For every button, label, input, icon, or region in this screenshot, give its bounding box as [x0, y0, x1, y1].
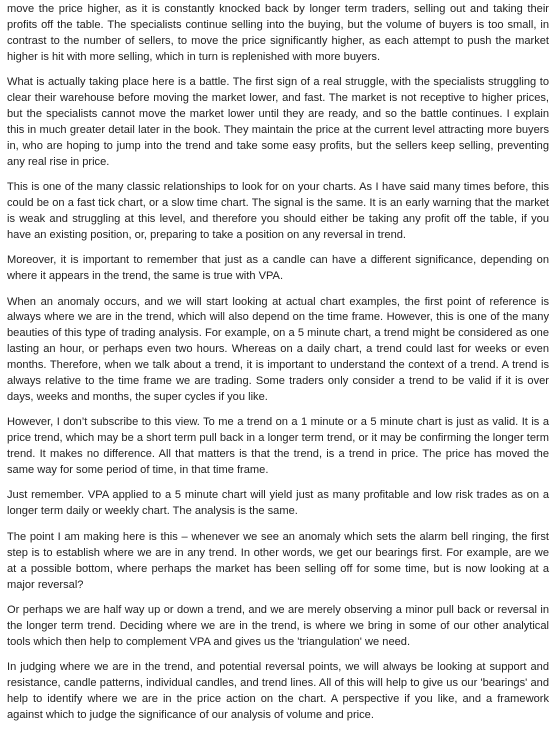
paragraph-7: Just remember. VPA applied to a 5 minute chart will yield just as many profitable and low risk trades as on a longer term daily or weekly chart. The analysis is the same.	[7, 489, 549, 518]
paragraph-3: This is one of the many classic relationships to look for on your charts. As I have said many times before, this could be on a fast tick chart, or a slow time chart. The signal is the same. It is an early warning that the market is weak and struggling at this level, and therefore you should either be taking any profit off the table, if you have an existing position, or, preparing to take a position on any reversal in trend.	[7, 181, 549, 241]
paragraph-2: What is actually taking place here is a battle. The first sign of a real struggle, with the specialists struggling to clear their warehouse before moving the market lower, and fast. The market is not receptive to higher prices, but the specialists cannot move the market lower until they are ready, and so the battle continues. I explain this in much greater detail later in the book. They maintain the price at the current level attracting more buyers in, who are hoping to jump into the trend and take some easy profits, but the sellers keep selling, preventing any real rise in price.	[7, 76, 549, 168]
paragraph-6: However, I don’t subscribe to this view. To me a trend on a 1 minute or a 5 minute chart is just as valid. It is a price trend, which may be a short term pull back in a longer term trend, or it may be confirming the longer term trend. It makes no difference. All that matters is that the trend, is a trend in price. The price has moved the same way for some period of time, in that time frame.	[7, 416, 549, 477]
paragraph-8: The point I am making here is this – whenever we see an anomaly which sets the alarm bell ringing, the first step is to establish where we are in any trend. In other words, we get our bearings first. For example, are we at a possible bottom, where perhaps the market has been selling off for some time, but is now looking at a major reversal?	[7, 530, 549, 591]
paragraph-1: move the price higher, as it is constantly knocked back by longer term traders, selling out and taking their profits off the table. The specialists continue selling into the buying, but the volume of buyers is too small, in contrast to the number of sellers, to move the price significantly higher, as each attempt to push the market higher is hit with more selling, which in turn is replenished with more buyers.	[7, 3, 549, 63]
paragraph-9: Or perhaps we are half way up or down a trend, and we are merely observing a minor pull back or reversal in the longer term trend. Deciding where we are in the trend, is where we bring in some of our other analytical tools which then help to complement VPA and gives us the 'triangulation' we need.	[7, 603, 549, 648]
paragraph-10: In judging where we are in the trend, and potential reversal points, we will always be looking at support and resistance, candle patterns, individual candles, and trend lines. All of this will help to give us our 'bearings' and help to identify where we are in the price action on the chart. A perspective if you like, and a framework against which to judge the significance of our analysis of volume and price.	[7, 661, 549, 721]
paragraph-4: Moreover, it is important to remember that just as a candle can have a different significance, depending on where it appears in the trend, the same is true with VPA.	[7, 254, 549, 283]
paragraph-5: When an anomaly occurs, and we will start looking at actual chart examples, the first point of reference is always where we are in the trend, which will also depend on the time frame. However, this is one of the many beauties of this type of trading analysis. For example, on a 5 minute chart, a trend might be considered as one lasting an hour, or perhaps even two hours. Whereas on a daily chart, a trend could last for weeks or even months. Therefore, when we talk about a trend, it is important to understand the context of a trend. A trend is always relative to the time frame we are trading. Some traders only consider a trend to be valid if it is over days, weeks and months, the super cycles if you like.	[7, 295, 549, 403]
document-page	[7, 2, 549, 733]
